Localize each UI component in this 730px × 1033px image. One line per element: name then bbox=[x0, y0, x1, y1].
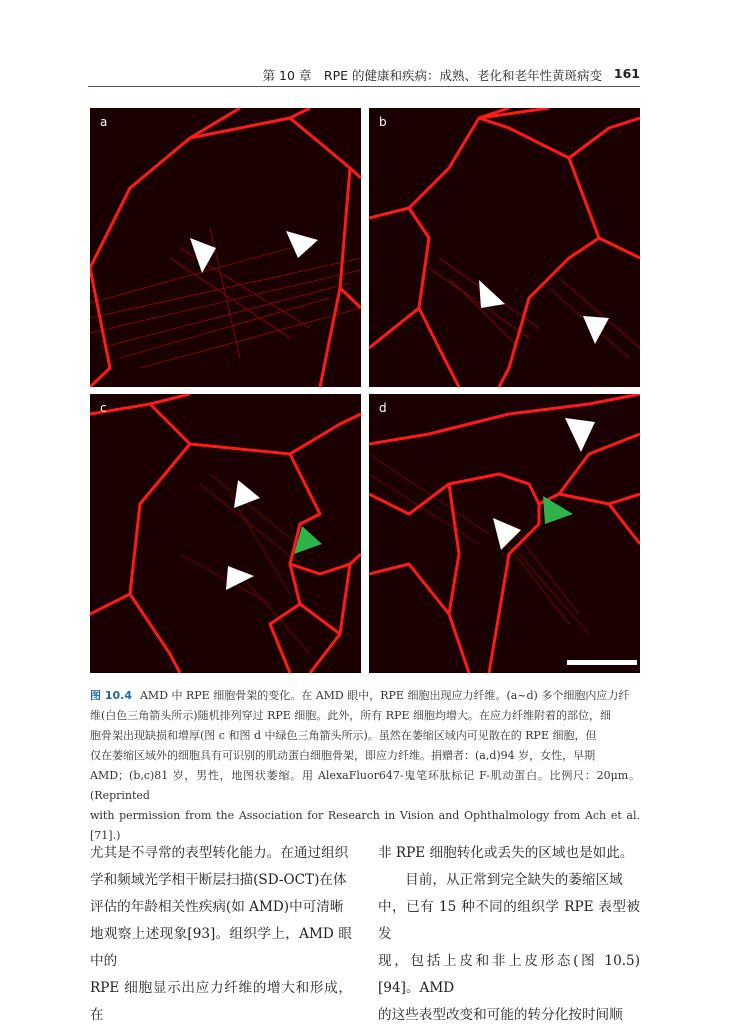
figure-panel-a bbox=[90, 108, 361, 387]
body-column-left bbox=[90, 840, 352, 1029]
figure-panel-c bbox=[90, 394, 361, 673]
micrograph-b bbox=[369, 108, 640, 387]
figure-label: 图 10.4 bbox=[90, 689, 132, 702]
figure-caption bbox=[90, 686, 640, 846]
running-header bbox=[88, 66, 640, 88]
caption-text: AMD 中 RPE 细胞骨架的变化。在 AMD 眼中，RPE 细胞出现应力纤维。(a~d) 多个细胞内应力纤 bbox=[139, 689, 630, 702]
page-number: 161 bbox=[613, 66, 640, 81]
panel-label: d bbox=[379, 401, 387, 415]
body-column-right bbox=[378, 840, 640, 1029]
micrograph-c bbox=[90, 394, 361, 673]
running-title: 第 10 章 RPE 的健康和疾病：成熟、老化和老年性黄斑病变 bbox=[262, 68, 602, 83]
body-line: 学和频域光学相干断层扫描(SD-OCT)在体 bbox=[90, 872, 347, 888]
figure-panel-b bbox=[369, 108, 640, 387]
figure-panel-d bbox=[369, 394, 640, 673]
body-line: 目前，从正常到完全缺失的萎缩区域 bbox=[378, 872, 623, 888]
body-line: 评估的年龄相关性疾病(如 AMD)中可清晰 bbox=[90, 899, 344, 915]
panel-label: c bbox=[100, 401, 107, 415]
body-line: 现，包括上皮和非上皮形态(图 10.5)[94]。AMD bbox=[378, 953, 640, 996]
caption-line bbox=[90, 686, 640, 706]
scale-bar bbox=[567, 660, 637, 665]
panel-label: a bbox=[100, 115, 108, 129]
header-rule bbox=[88, 86, 640, 87]
body-line: 尤其是不寻常的表型转化能力。在通过组织 bbox=[90, 845, 349, 861]
caption-line: 维(白色三角箭头所示)随机排列穿过 RPE 细胞。此外，所有 RPE 细胞均增大。在应力纤维附着的部位，细 bbox=[90, 709, 611, 722]
caption-line: 仅在萎缩区域外的细胞具有可识别的肌动蛋白细胞骨架，即应力纤维。捐赠者：(a,d)94 岁，女性，早期 bbox=[90, 749, 596, 762]
micrograph-d bbox=[369, 394, 640, 673]
body-line: 的这些表型改变和可能的转分化按时间顺 bbox=[378, 1007, 623, 1023]
micrograph-a bbox=[90, 108, 361, 387]
body-line: RPE 细胞显示出应力纤维的增大和形成，在 bbox=[90, 980, 352, 1023]
caption-line: AMD；(b,c)81 岁，男性，地图状萎缩。用 AlexaFluor647-鬼笔环肽标记 F-肌动蛋白。比例尺：20μm。(Reprinted bbox=[90, 769, 640, 802]
caption-line: 胞骨架出现缺损和增厚(图 c 和图 d 中绿色三角箭头所示)。虽然在萎缩区域内可见散在的 RPE 细胞，但 bbox=[90, 729, 597, 742]
body-line: 非 RPE 细胞转化或丢失的区域也是如此。 bbox=[378, 845, 634, 861]
body-line: 中，已有 15 种不同的组织学 RPE 表型被发 bbox=[378, 899, 640, 942]
caption-line: with permission from the Association for Research in Vision and Ophthalmology from Ach et al. [71].) bbox=[90, 809, 640, 842]
body-line: 地观察上述现象[93]。组织学上，AMD 眼中的 bbox=[90, 926, 352, 969]
panel-label: b bbox=[379, 115, 387, 129]
